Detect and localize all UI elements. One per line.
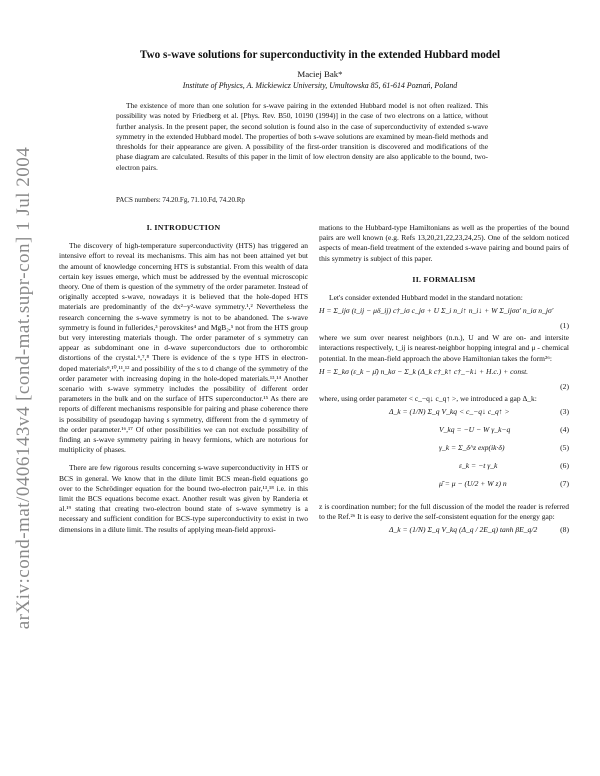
- equation-1-number-row: [319, 321, 569, 333]
- equation-4: [319, 422, 569, 440]
- right-column: [319, 223, 569, 540]
- formalism-paragraph-1: Let's consider extended Hubbard model in the standard notation:: [329, 293, 523, 303]
- equation-3-body: Δ_k = (1/N) Σ_q V_kq < c_−q↓ c_q↑ >: [389, 407, 510, 417]
- equation-8-body: Δ_k = (1/N) Σ_q V_kq (Δ_q / 2E_q) tanh βE_q/2: [389, 525, 538, 535]
- equation-5: [319, 440, 569, 458]
- equation-2-number: (2): [560, 381, 569, 391]
- section-heading-introduction: I. INTRODUCTION: [146, 223, 221, 232]
- equation-4-number: (4): [560, 425, 569, 435]
- equation-1-number: (1): [560, 321, 569, 331]
- intro-paragraph-3: mations to the Hubbard-type Hamiltonians as well as the properties of the bound pairs are well known (e.g. Refs 13,20,21,22,23,24,25). One of the seldom noticed aspects of mean-field treatment of the extended s-wave pairing and bound pairs of this symmetry is subject of this paper.: [319, 223, 569, 263]
- equation-7: [319, 476, 569, 494]
- intro-paragraph-2: There are few rigorous results concerning s-wave superconductivity in HTS or BCS in general. We know that in the dilute limit BCS mean-field equations go over to the Schrödinger equation for the bound two-electron pair,¹³,¹⁸ i.e. in this limit the BCS equations become exact. Another result was given by Randeria et al.¹⁹ stating that creating two-electron bound state of s-wave symmetry is a necessary and sufficient condition for BCS-type superconductivity to exist in two dimensions in a dilute limit. The results of applying mean-field approxi-: [59, 463, 308, 534]
- equation-6: [319, 458, 569, 476]
- arxiv-watermark: [6, 128, 42, 648]
- intro-paragraph-1: The discovery of high-temperature superconductivity (HTS) has triggered an intensive effort to reveal its mechanisms. This aim has not been attained yet but the amount of knowledge concerning HTS is substantial. From this wealth of data certain key issues emerge, which must be addressed by the eventual microscopic theory. One of them is question of the symmetry of the order parameter. Instead of originally accepted s-wave, nowadays it is believed that the hole-doped HTS materials are predominantly of the dx²−y²-wave symmetry.¹,² Nevertheless the research concerning the s-wave symmetry is not to be abandoned. The s-wave symmetry is found in fullerides,³ perovskites⁴ and MgB₂,⁵ not from the HTS group but very interesting materials though. The order parameter of s symmetry can appear as subdominant one in d-wave superconductors due to orthorombic distortions of the crystal.⁶,⁷,⁸ There is evidence of the s type HTS in electron-doped materials⁹,¹⁰,¹¹,¹² and possibility of the s to d change of the symmetry of the order parameter with increasing doping in the hole-doped materials.¹³,¹⁴ Another scenario with s-wave symmetry includes the possibility of different order parameters in the bulk and on the surface of HTS superconductor.¹⁵ As there are reports of different mechanisms responsible for pairing and phase coherence there is possibility of pseudogap having s symmetry, different from the d symmetry of the order parameter.¹⁶,¹⁷ Of other possibilities we can not exclude possibility of finding an s-wave symmetry pairing in heavy fermions, which are notorious for multiplicity of phases.: [59, 241, 308, 455]
- equation-2-number-row: [319, 382, 569, 394]
- equation-1-body: H = Σ_ijσ (t_ij − μδ_ij) c†_iσ c_jσ + U Σ_i n_i↑ n_i↓ + W Σ_ijσσ′ n_iσ n_jσ′: [319, 306, 554, 316]
- formalism-paragraph-3: where, using order parameter < c_−q↓ c_q↑ >, we introduced a gap Δ_k:: [319, 393, 537, 403]
- left-column: [59, 223, 308, 535]
- equation-2-body: H = Σ_kσ (ε_k − μ̄) n_kσ − Σ_k (Δ_k c†_k↑ c†_−k↓ + H.c.) + const.: [319, 366, 529, 376]
- equation-2: [319, 364, 569, 382]
- equation-1: [319, 303, 569, 321]
- abstract: The existence of more than one solution for s-wave pairing in the extended Hubbard model is not often realized. This possibility was noted by Friedberg et al. [Phys. Rev. B50, 10190 (1994)] in the case of two electrons on a lattice, without further analysis. In the present paper, the second solution is found also in the case of superconductivity of extended s-wave symmetry in the extended Hubbard model. The properties of both s-wave solutions are examined by mean-field methods and thresholds for their appearance are given. A possibility of the first-order transition is discovered and modifications of the phase diagram are calculated. Results of this paper in the limit of low electron density are also applicable to the bound, two-electron pairs.: [116, 101, 488, 172]
- equation-5-body: γ_k = Σ_δ^z exp(ik·δ): [439, 443, 505, 453]
- equation-5-number: (5): [560, 443, 569, 453]
- equation-4-body: V_kq = −U − W γ_k−q: [439, 425, 511, 435]
- author-name: Maciej Bak*: [297, 69, 343, 79]
- formalism-paragraph-2: where we sum over nearest neighbors (n.n.), U and W are on- and intersite interactions respectively, t_ij is nearest-neighbor hopping integral and μ - chemical potential. In the mean-field approach the above Hamiltonian takes the form²⁶:: [319, 333, 569, 363]
- section-heading-formalism: II. FORMALISM: [412, 274, 476, 284]
- equation-3-number: (3): [560, 407, 569, 417]
- equation-7-number: (7): [560, 479, 569, 489]
- equation-7-body: μ̄ = μ − (U/2 + W z) n: [439, 479, 507, 489]
- equation-6-body: ε_k = −t γ_k: [459, 461, 498, 471]
- author-affiliation: Institute of Physics, A. Mickiewicz University, Umultowska 85, 61-614 Poznań, Poland: [182, 81, 458, 90]
- equation-8: [319, 522, 569, 540]
- equation-8-number: (8): [560, 525, 569, 535]
- pacs-numbers: PACS numbers: 74.20.Fg, 71.10.Fd, 74.20.Rp: [116, 196, 245, 204]
- paper-title: Two s-wave solutions for superconductivity in the extended Hubbard model: [139, 49, 501, 61]
- equation-3: [319, 404, 569, 422]
- arxiv-id: arXiv:cond-mat/0406143v4 [cond-mat.supr-con] 1 Jul 2004: [13, 146, 34, 630]
- equation-6-number: (6): [560, 461, 569, 471]
- formalism-paragraph-4: z is coordination number; for the full discussion of the model the reader is referred to the Ref.²⁶ It is easy to derive the self-consistent equation for the energy gap:: [319, 502, 569, 522]
